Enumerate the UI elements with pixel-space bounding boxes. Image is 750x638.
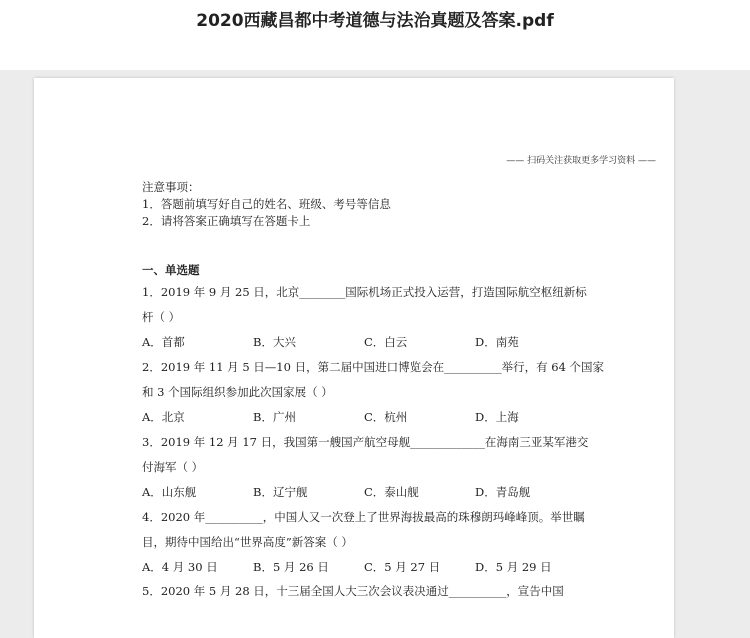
question-3-line-2: 付海军（ ） (142, 460, 204, 474)
option-a: A．北京 (142, 410, 185, 424)
option-b: B．5 月 26 日 (253, 560, 329, 574)
notes-heading: 注意事项： (142, 180, 200, 194)
option-d: D．5 月 29 日 (475, 560, 552, 574)
question-2-options (142, 409, 602, 425)
option-c: C．杭州 (364, 410, 408, 424)
question-3-line-1: 3．2019 年 12 月 17 日，我国第一艘国产航空母舰_____________在海南三亚某军港交 (142, 435, 589, 449)
document-title: 2020西藏昌都中考道德与法治真题及答案.pdf (196, 11, 554, 31)
option-c: C．泰山舰 (364, 485, 419, 499)
question-4-line-2: 目，期待中国给出“世界高度”新答案（ ） (142, 535, 353, 549)
notes-item: 1．答题前填写好自己的姓名、班级、考号等信息 (142, 197, 391, 211)
option-c: C．白云 (364, 335, 408, 349)
option-d: D．南苑 (475, 335, 519, 349)
option-a: A．4 月 30 日 (142, 560, 218, 574)
question-1-line-2: 杆（ ） (142, 310, 181, 324)
option-b: B．辽宁舰 (253, 485, 308, 499)
notes-item: 2．请将答案正确填写在答题卡上 (142, 214, 311, 228)
viewer-header (0, 0, 750, 70)
option-d: D．上海 (475, 410, 519, 424)
question-1-options (142, 334, 602, 350)
option-a: A．山东舰 (142, 485, 197, 499)
option-b: B．广州 (253, 410, 296, 424)
pdf-page (34, 78, 674, 638)
question-3-options (142, 484, 602, 500)
watermark-text: —— 扫码关注获取更多学习资料 —— (506, 156, 656, 166)
question-2-line-1: 2．2019 年 11 月 5 日—10 日，第二届中国进口博览会在__________举行，有 64 个国家 (142, 360, 605, 374)
question-5-line-1: 5．2020 年 5 月 28 日，十三届全国人大三次会议表决通过__________，宣告中国 (142, 584, 564, 598)
question-2-line-2: 和 3 个国际组织参加此次国家展（ ） (142, 385, 333, 399)
question-4-options (142, 559, 602, 575)
option-b: B．大兴 (253, 335, 296, 349)
option-c: C．5 月 27 日 (364, 560, 441, 574)
question-4-line-1: 4．2020 年__________，中国人又一次登上了世界海拔最高的珠穆朗玛峰峰顶。举世瞩 (142, 510, 585, 524)
question-1-line-1: 1．2019 年 9 月 25 日，北京________国际机场正式投入运营，打造国际航空枢纽新标 (142, 285, 587, 299)
option-a: A．首都 (142, 335, 185, 349)
option-d: D．青岛舰 (475, 485, 531, 499)
section-title: 一、单选题 (142, 263, 200, 277)
